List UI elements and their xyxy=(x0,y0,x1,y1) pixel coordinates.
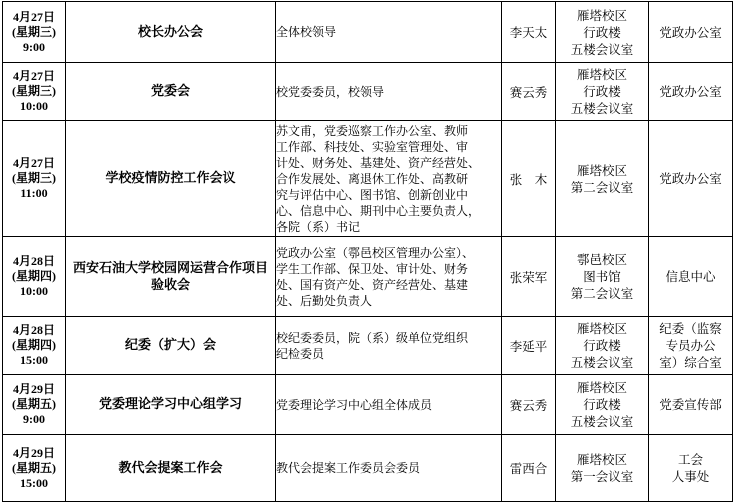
meeting-time-cell xyxy=(3,63,66,121)
location-line: 第二会议室 xyxy=(570,286,634,301)
attendees-cell xyxy=(276,121,502,237)
meeting-time-line: 4月28日 xyxy=(12,254,55,268)
host-cell: 赛云秀 xyxy=(502,375,556,435)
meeting-time-line: 4月27日 xyxy=(12,156,55,170)
location-line: 第二会议室 xyxy=(570,179,634,195)
meeting-title-cell xyxy=(66,2,276,63)
meeting-schedule-table xyxy=(2,1,733,502)
attendees-cell xyxy=(276,317,502,375)
location-line: 雁塔校区 xyxy=(576,321,627,336)
attendees-line: 各院（系）书记 xyxy=(276,219,361,234)
organizer-line: 党政办公室 xyxy=(659,24,722,40)
location-line: 行政楼 xyxy=(583,84,621,99)
attendees-line: 计处、财务处、基建处、资产经营处、 xyxy=(276,155,481,170)
meeting-time-cell xyxy=(3,317,66,375)
table-row xyxy=(3,237,733,317)
meeting-time-line: (星期五) xyxy=(12,397,56,411)
meeting-title-cell xyxy=(66,237,276,317)
meeting-time-cell xyxy=(3,237,66,317)
meeting-title-cell xyxy=(66,63,276,121)
meeting-title-cell xyxy=(66,435,276,502)
meeting-time-line: 4月29日 xyxy=(12,382,55,396)
organizer-cell xyxy=(649,317,733,375)
table-row xyxy=(3,317,733,375)
meeting-title-cell xyxy=(66,121,276,237)
host-cell: 李延平 xyxy=(502,317,556,375)
organizer-cell xyxy=(649,435,733,502)
location-line: 行政楼 xyxy=(583,24,621,40)
meeting-time-line: 4月27日 xyxy=(12,69,55,83)
organizer-line: 信息中心 xyxy=(665,269,716,284)
meeting-title-line: 纪委（扩大）会 xyxy=(124,338,216,353)
organizer-cell xyxy=(649,375,733,435)
attendees-line: 合作发展处、离退休工作处、高教研 xyxy=(276,171,469,186)
meeting-title-line: 党委会 xyxy=(150,84,190,99)
attendees-line: 校党委委员，校领导 xyxy=(276,84,385,99)
meeting-time-line: 4月28日 xyxy=(12,323,55,337)
meeting-title-line: 党委理论学习中心组学习 xyxy=(98,397,242,412)
meeting-time-line: 11:00 xyxy=(20,186,48,200)
meeting-time-line: (星期三) xyxy=(12,84,56,98)
attendees-cell xyxy=(276,63,502,121)
host-cell: 雷西合 xyxy=(502,435,556,502)
meeting-time-line: 9:00 xyxy=(23,412,45,426)
location-cell xyxy=(556,237,649,317)
attendees-line: 工作部、科技处、实验室管理处、审 xyxy=(276,139,469,154)
organizer-line: 党政办公室 xyxy=(659,171,722,186)
location-line: 行政楼 xyxy=(583,397,621,412)
attendees-cell xyxy=(276,435,502,502)
meeting-title-line: 学校疫情防控工作会议 xyxy=(105,171,236,186)
meeting-time-line: 15:00 xyxy=(20,475,48,490)
attendees-line: 学生工作部、保卫处、审计处、财务 xyxy=(276,261,469,276)
organizer-line: 纪委（监察 xyxy=(659,321,722,336)
organizer-cell xyxy=(649,121,733,237)
organizer-line: 专员办公 xyxy=(665,338,716,353)
location-line: 第一会议室 xyxy=(570,469,634,484)
schedule-body xyxy=(3,2,733,502)
meeting-time-line: (星期三) xyxy=(12,171,56,185)
attendees-line: 处、后勤处负责人 xyxy=(276,293,373,308)
attendees-line: 纪检委员 xyxy=(276,346,325,361)
attendees-line: 苏文甫，党委巡察工作办公室、教师 xyxy=(276,123,469,138)
location-cell xyxy=(556,121,649,237)
attendees-cell xyxy=(276,237,502,317)
meeting-title-line: 校长办公会 xyxy=(137,24,203,40)
location-line: 五楼会议室 xyxy=(570,41,634,57)
location-line: 雁塔校区 xyxy=(576,162,627,178)
location-cell xyxy=(556,2,649,63)
meeting-time-line: 15:00 xyxy=(20,353,48,367)
meeting-title-line: 教代会提案工作会 xyxy=(118,460,223,476)
organizer-cell xyxy=(649,237,733,317)
location-line: 雁塔校区 xyxy=(576,7,627,23)
organizer-line: 工会 xyxy=(677,452,703,467)
attendees-line: 究与评估中心、图书馆、创新创业中 xyxy=(276,187,469,202)
meeting-time-line: 4月27日 xyxy=(12,9,55,24)
location-line: 雁塔校区 xyxy=(576,67,627,82)
location-cell xyxy=(556,317,649,375)
meeting-title-line: 西安石油大学校园网运营合作项目 xyxy=(72,260,268,276)
table-row xyxy=(3,435,733,502)
organizer-line: 党政办公室 xyxy=(659,84,722,99)
organizer-line: 人事处 xyxy=(671,469,710,484)
location-line: 五楼会议室 xyxy=(570,414,634,429)
organizer-line: 党委宣传部 xyxy=(659,397,722,412)
table-row xyxy=(3,63,733,121)
table-row xyxy=(3,121,733,237)
organizer-cell xyxy=(649,2,733,63)
location-line: 图书馆 xyxy=(583,269,621,284)
meeting-time-line: 10:00 xyxy=(20,284,48,298)
table-row xyxy=(3,375,733,435)
host-cell: 张 木 xyxy=(502,121,556,237)
table-row xyxy=(3,2,733,63)
location-line: 雁塔校区 xyxy=(576,380,627,395)
attendees-cell xyxy=(276,2,502,63)
attendees-line: 党政办公室（鄠邑校区管理办公室）、 xyxy=(276,245,475,260)
location-cell xyxy=(556,435,649,502)
attendees-line: 校纪委委员，院（系）级单位党组织 xyxy=(276,330,469,345)
meeting-title-line: 验收会 xyxy=(150,277,190,293)
host-cell: 李天太 xyxy=(502,2,556,63)
meeting-time-cell xyxy=(3,435,66,502)
meeting-time-line: 9:00 xyxy=(23,39,45,54)
organizer-cell xyxy=(649,63,733,121)
location-cell xyxy=(556,375,649,435)
location-line: 行政楼 xyxy=(583,338,621,353)
meeting-time-line: (星期三) xyxy=(12,24,56,39)
meeting-title-cell xyxy=(66,317,276,375)
meeting-time-line: (星期四) xyxy=(12,338,56,352)
meeting-title-cell xyxy=(66,375,276,435)
meeting-time-line: 10:00 xyxy=(20,99,48,113)
meeting-time-line: 4月29日 xyxy=(12,445,55,460)
meeting-time-line: (星期五) xyxy=(12,460,56,475)
host-cell: 赛云秀 xyxy=(502,63,556,121)
location-line: 五楼会议室 xyxy=(570,355,634,370)
attendees-line: 全体校领导 xyxy=(276,25,337,39)
attendees-line: 处、国有资产处、资产经营处、基建 xyxy=(276,277,469,292)
meeting-time-cell xyxy=(3,121,66,237)
host-cell: 张荣军 xyxy=(502,237,556,317)
attendees-line: 党委理论学习中心组全体成员 xyxy=(276,397,433,412)
location-cell xyxy=(556,63,649,121)
meeting-time-cell xyxy=(3,2,66,63)
location-line: 五楼会议室 xyxy=(570,101,634,116)
organizer-line: 室）综合室 xyxy=(659,355,722,370)
attendees-cell xyxy=(276,375,502,435)
location-line: 鄠邑校区 xyxy=(576,252,627,267)
meeting-time-cell xyxy=(3,375,66,435)
attendees-line: 心、信息中心、期刊中心主要负责人， xyxy=(276,203,481,218)
meeting-time-line: (星期四) xyxy=(12,269,56,283)
location-line: 雁塔校区 xyxy=(576,452,627,467)
attendees-line: 教代会提案工作委员会委员 xyxy=(276,461,421,475)
